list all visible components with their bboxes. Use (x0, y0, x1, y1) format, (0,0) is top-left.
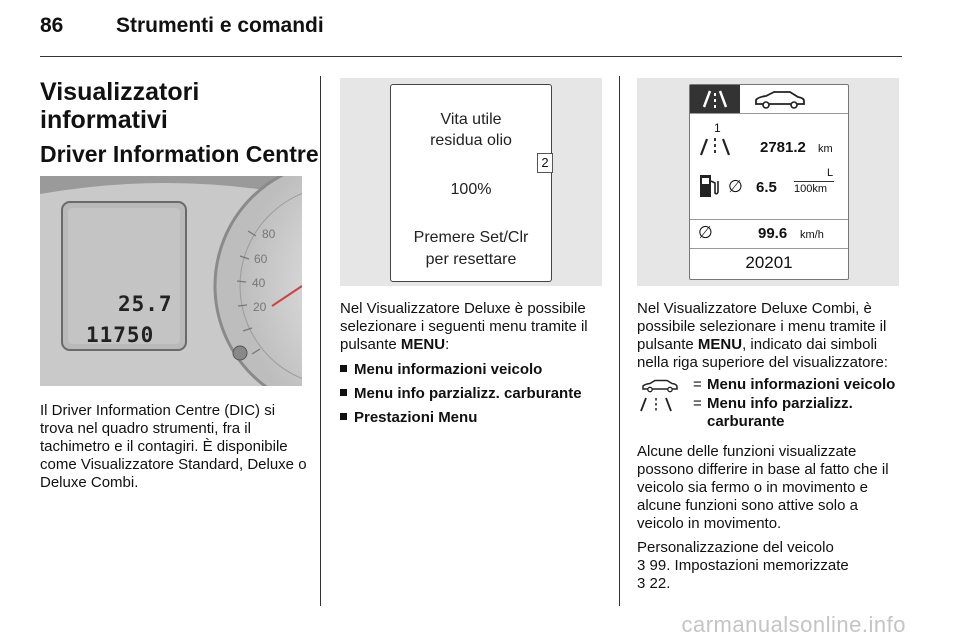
combi-distance-unit: km (818, 143, 833, 155)
personalization-heading: Personalizzazione del veicolo (637, 539, 834, 556)
list-item-label: Menu info parzializz. carburante (354, 385, 582, 402)
deluxe-intro-colon: : (445, 336, 450, 353)
menu-button-label: MENU (400, 336, 446, 353)
reference-page-2: 22 (649, 575, 667, 592)
deluxe-screen-percent: 100% (450, 181, 492, 198)
reference-line-2[interactable] (637, 575, 907, 593)
road-icon (690, 85, 740, 113)
combi-trip-distance: 2781.2 (760, 139, 806, 156)
equals-sign: = (693, 376, 702, 393)
footer-watermark: carmanualsonline.info (681, 612, 906, 637)
page-reference-arrow-icon: 3 (637, 575, 646, 592)
page-number: 86 (40, 14, 64, 37)
bullet-square-icon (340, 413, 347, 420)
average-speed-symbol-icon: ∅ (698, 223, 713, 242)
reference-text-2: . (666, 575, 671, 592)
deluxe-display-figure (340, 78, 602, 286)
column-divider-right (619, 76, 620, 606)
header-title: Strumenti e comandi (116, 14, 324, 37)
svg-text:80: 80 (262, 227, 276, 241)
combi-fuel-unit-bottom: 100km (794, 183, 828, 195)
instrument-cluster-illustration (40, 176, 302, 386)
combi-tab-road (690, 85, 740, 113)
personalization-paragraph (637, 539, 907, 593)
deluxe-screen-indicator: 2 (537, 153, 553, 173)
combi-tab-car (742, 85, 816, 114)
combi-fuel-unit-top: L (826, 167, 834, 179)
list-item-label: Prestazioni Menu (354, 409, 478, 426)
page-reference-arrow-icon: 3 (637, 557, 646, 574)
combi-average-speed: 99.6 (758, 225, 788, 242)
instrument-cluster-photo (40, 176, 302, 386)
symbol-label-fuel-info: Menu info parzializz. carburante (707, 395, 853, 430)
deluxe-intro-text: Nel Visualizzatore Deluxe è possibile selezionare i seguenti menu tramite il pulsante (340, 300, 588, 353)
list-item (340, 358, 608, 382)
combi-trip-index: 1 (714, 121, 721, 135)
reference-text-1: . Impostazioni memorizzate (666, 557, 849, 574)
cluster-display-value-top: 25.7 (118, 292, 173, 316)
combi-intro-text: Nel Visualizzatore Deluxe Combi, è possibile selezionare i menu tramite il pulsante (637, 300, 887, 353)
symbol-row-fuel-info (637, 395, 907, 433)
deluxe-display-screen (390, 84, 552, 282)
deluxe-menu-list (340, 358, 608, 430)
trip-road-icon (698, 133, 732, 157)
functions-note-paragraph: Alcune delle funzioni visualizzate possono differire in base al fatto che il veicolo sia fermo o in movimento e alcune funzioni sono attive solo a veicolo in movimento. (637, 443, 889, 532)
deluxe-screen-line2: residua olio (430, 132, 512, 149)
reference-page-1: 99 (649, 557, 667, 574)
section-title: Visualizzatori informativi (40, 78, 200, 134)
deluxe-screen-line1: Vita utile (440, 111, 502, 128)
combi-speed-unit: km/h (800, 229, 824, 241)
combi-fuel-consumption: 6.5 (756, 179, 777, 196)
car-icon (742, 85, 816, 113)
car-icon (637, 376, 689, 394)
combi-odometer: 20201 (745, 253, 793, 272)
list-item (340, 382, 608, 406)
svg-text:40: 40 (252, 276, 266, 290)
road-icon (637, 395, 689, 413)
combi-intro-tail: , indicato dai simboli nella riga superiore del visualizzatore: (637, 336, 888, 371)
deluxe-screen-line4: Premere Set/Clr (413, 229, 529, 246)
list-item (340, 406, 608, 430)
deluxe-screen-line5: per resettare (425, 251, 517, 268)
symbol-row-vehicle-info (637, 376, 907, 396)
header-rule (40, 56, 902, 57)
cluster-display-odometer: 11750 (86, 323, 155, 347)
deluxe-combi-display-figure (637, 78, 899, 286)
fuel-unit-divider (794, 181, 834, 182)
svg-text:60: 60 (254, 252, 268, 266)
equals-sign: = (693, 395, 702, 412)
symbol-label-vehicle-info: Menu informazioni veicolo (707, 376, 896, 393)
combi-display-screen (689, 84, 849, 280)
subsection-title: Driver Information Centre (40, 141, 319, 167)
bullet-square-icon (340, 365, 347, 372)
reference-line-1[interactable] (637, 557, 907, 575)
combi-intro-paragraph (637, 300, 907, 372)
average-symbol-icon: ∅ (728, 177, 743, 196)
fuel-pump-icon (698, 173, 720, 199)
list-item-label: Menu informazioni veicolo (354, 361, 543, 378)
menu-button-label: MENU (697, 336, 743, 353)
column-divider-left (320, 76, 321, 606)
dic-paragraph: Il Driver Information Centre (DIC) si trova nel quadro strumenti, fra il tachimetro e il contagiri. È disponibile come Visualizzatore Standard, Deluxe o Deluxe Combi. (40, 402, 307, 491)
deluxe-intro-paragraph (340, 300, 608, 354)
svg-text:20: 20 (253, 300, 267, 314)
bullet-square-icon (340, 389, 347, 396)
